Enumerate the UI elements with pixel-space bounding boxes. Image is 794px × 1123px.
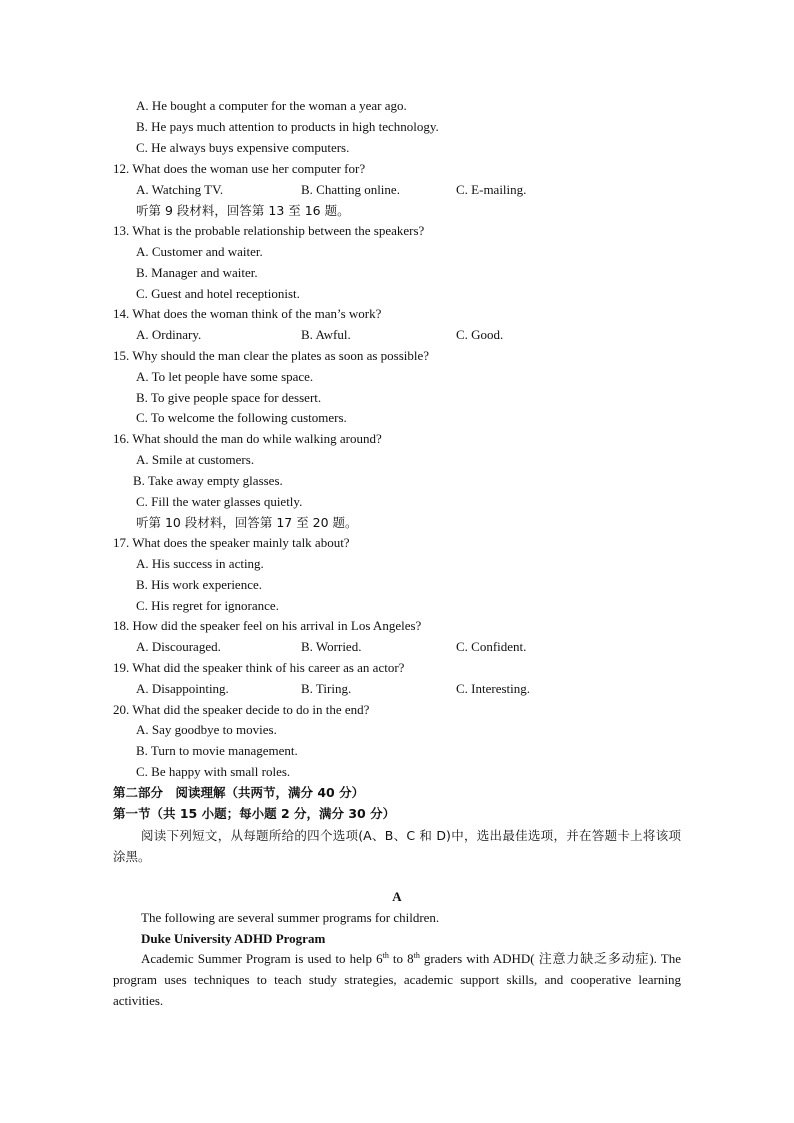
program-text-part-1: Academic Summer Program is used to help 6 bbox=[141, 951, 383, 966]
q11-option-c: C. He always buys expensive computers. bbox=[136, 140, 350, 155]
question-19: 19. What did the speaker think of his career as an actor? bbox=[113, 660, 405, 675]
question-16: 16. What should the man do while walking around? bbox=[113, 431, 382, 446]
q16-option-b: B. Take away empty glasses. bbox=[133, 473, 283, 488]
q13-option-a: A. Customer and waiter. bbox=[136, 244, 263, 259]
segment-10-instruction: 听第 10 段材料，回答第 17 至 20 题。 bbox=[136, 515, 358, 530]
q19-option-b: B. Tiring. bbox=[301, 681, 352, 696]
reading-instruction: 阅读下列短文，从每题所给的四个选项(A、B、C 和 D)中，选出最佳选项，并在答题卡上将该项涂黑。 bbox=[113, 828, 681, 864]
question-12: 12. What does the woman use her computer for? bbox=[113, 161, 366, 176]
q17-option-c: C. His regret for ignorance. bbox=[136, 598, 279, 613]
question-17: 17. What does the speaker mainly talk about? bbox=[113, 535, 350, 550]
q20-option-c: C. Be happy with small roles. bbox=[136, 764, 291, 779]
q18-option-a: A. Discouraged. bbox=[136, 639, 221, 654]
program-title: Duke University ADHD Program bbox=[141, 931, 326, 946]
q14-option-a: A. Ordinary. bbox=[136, 327, 202, 342]
q13-option-c: C. Guest and hotel receptionist. bbox=[136, 286, 300, 301]
q20-option-b: B. Turn to movie management. bbox=[136, 743, 298, 758]
program-text-part-2: to 8 bbox=[388, 951, 414, 966]
q19-option-a: A. Disappointing. bbox=[136, 681, 229, 696]
q17-option-a: A. His success in acting. bbox=[136, 556, 264, 571]
ordinal-suffix-1: th bbox=[382, 951, 389, 960]
passage-intro: The following are several summer programs for children. bbox=[141, 910, 440, 925]
q18-option-c: C. Confident. bbox=[456, 639, 527, 654]
section-1-title: 第一节（共 15 小题；每小题 2 分，满分 30 分） bbox=[113, 806, 396, 821]
segment-9-instruction: 听第 9 段材料，回答第 13 至 16 题。 bbox=[136, 203, 350, 218]
part-2-title: 第二部分 阅读理解（共两节，满分 40 分） bbox=[113, 785, 365, 800]
q12-option-b: B. Chatting online. bbox=[301, 182, 400, 197]
q11-option-a: A. He bought a computer for the woman a year ago. bbox=[136, 98, 407, 113]
q12-option-a: A. Watching TV. bbox=[136, 182, 224, 197]
q15-option-a: A. To let people have some space. bbox=[136, 369, 314, 384]
question-14: 14. What does the woman think of the man’s work? bbox=[113, 306, 382, 321]
program-description bbox=[113, 948, 681, 1011]
q15-option-c: C. To welcome the following customers. bbox=[136, 410, 347, 425]
question-18: 18. How did the speaker feel on his arrival in Los Angeles? bbox=[113, 618, 422, 633]
ordinal-suffix-2: th bbox=[413, 951, 420, 960]
q18-option-b: B. Worried. bbox=[301, 639, 362, 654]
q11-option-b: B. He pays much attention to products in high technology. bbox=[136, 119, 439, 134]
passage-label: A bbox=[392, 889, 402, 904]
q14-option-b: B. Awful. bbox=[301, 327, 351, 342]
q19-option-c: C. Interesting. bbox=[456, 681, 531, 696]
q12-option-c: C. E-mailing. bbox=[456, 182, 527, 197]
q16-option-a: A. Smile at customers. bbox=[136, 452, 255, 467]
q13-option-b: B. Manager and waiter. bbox=[136, 265, 258, 280]
question-15: 15. Why should the man clear the plates as soon as possible? bbox=[113, 348, 430, 363]
q20-option-a: A. Say goodbye to movies. bbox=[136, 722, 277, 737]
program-text-part-3: graders with ADHD( 注意力缺乏多动症). The program uses techniques to teach study strategies, academic support skills, and cooperative learning activities. bbox=[113, 951, 681, 1008]
question-13: 13. What is the probable relationship between the speakers? bbox=[113, 223, 425, 238]
q15-option-b: B. To give people space for dessert. bbox=[136, 390, 322, 405]
q17-option-b: B. His work experience. bbox=[136, 577, 262, 592]
q14-option-c: C. Good. bbox=[456, 327, 504, 342]
q16-option-c: C. Fill the water glasses quietly. bbox=[136, 494, 303, 509]
question-20: 20. What did the speaker decide to do in the end? bbox=[113, 702, 370, 717]
